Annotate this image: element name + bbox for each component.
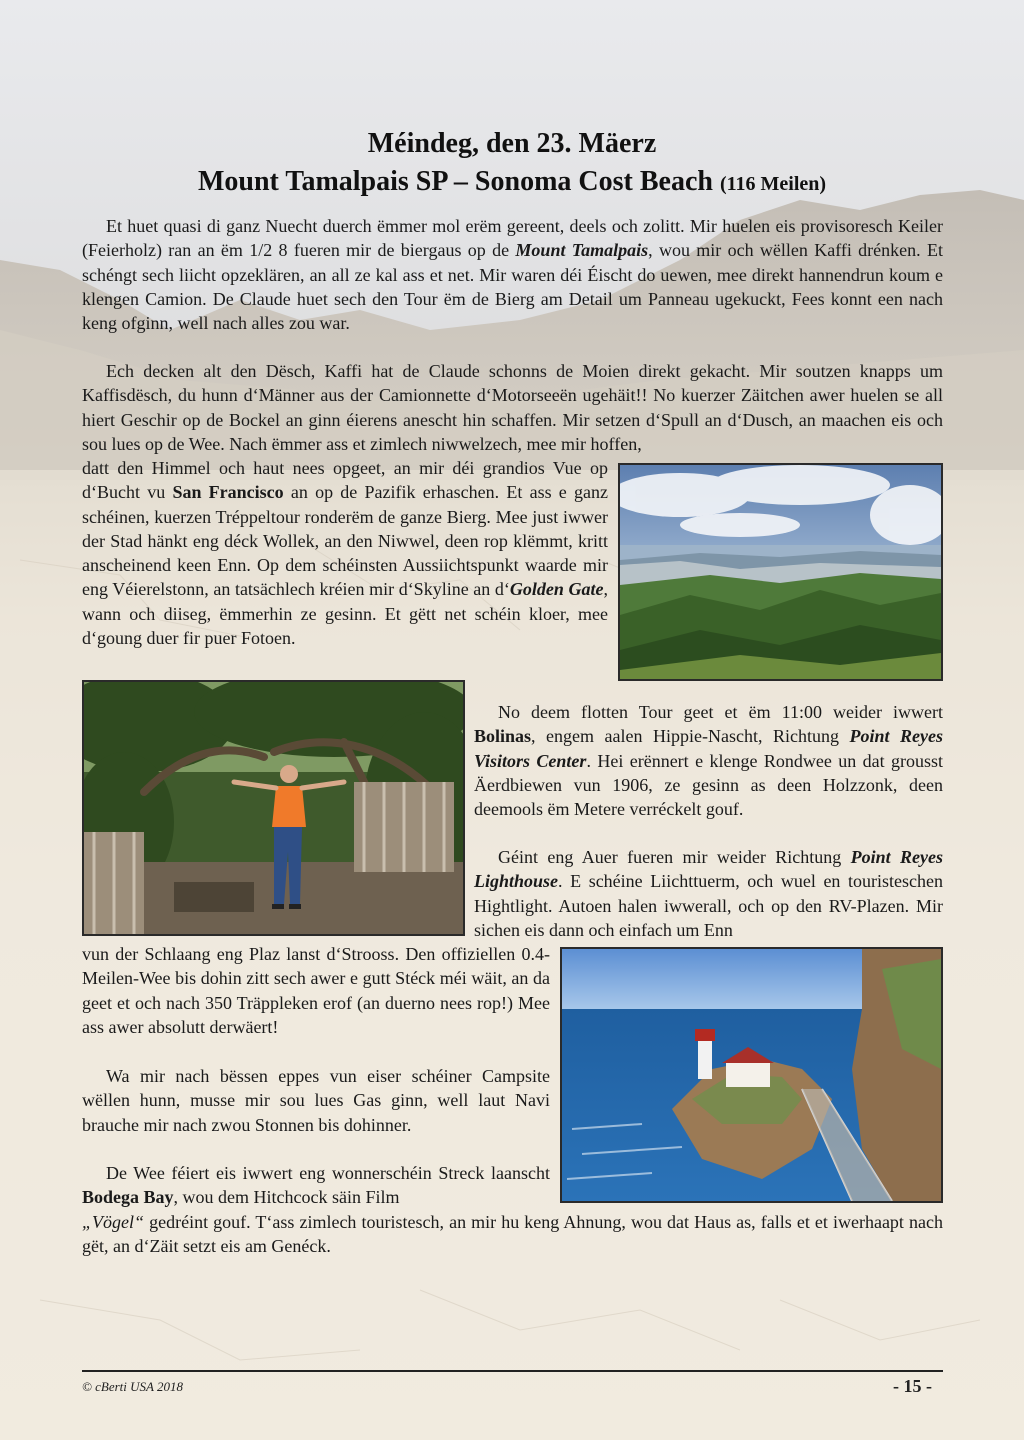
photo-bay-view [618,463,943,681]
page-number: - 15 - [893,1376,932,1396]
bay-view-image [620,465,941,679]
paragraph-6-cont: „Vögel“ gedréint gouf. T‘ass zimlech touristesch, an mir hu keng Ahnung, wou dat Haus as, falls et et iwerhaapt nach gët, an d‘Zäit setzt eis am Genéck. [82,1212,943,1257]
paragraph-5: Wa mir nach bëssen eppes vun eiser schéiner Campsite wëllen hunn, musse mir sou lues Gas ginn, well laut Navi brauche mir nach zwou Stonnen bis dohinner. [82,1066,550,1135]
paragraph-4: Géint eng Auer fueren mir weider Richtung Point Reyes Lighthouse. E schéine Liichttuerm, och wuel en touristeschen Hightlight. Autoen halen iwwerall, och op den RV-Plazen. Mir sichen eis dann och einfach um Enn [474,847,943,940]
route-distance: (116 Meilen) [719,173,827,195]
lighthouse-image [562,949,941,1201]
route-name: Mount Tamalpais SP – Sonoma Cost Beach [197,166,713,197]
footer-copyright: © cBerti USA 2018 [82,1379,183,1394]
page-title: Méindeg, den 23. Mäerz [367,128,657,159]
paragraph-3: No deem flotten Tour geet et ëm 11:00 weider iwwert Bolinas, engem aalen Hippie-Nascht, Richtung Point Reyes Visitors Center. Hei erënnert e klenge Rondwee un dat grousst Äerdbiewen vun 1906, ze gesinn as deen Holzzonk, deen deemools ëm Metere verréckelt gouf. [474,702,943,820]
paragraph-1: Et huet quasi di ganz Nuecht duerch ëmmer mol erëm gereent, deels och zolitt. Mir huelen eis provisoresch Keiler (Feierholz) ran an ëm 1/2 8 fueren mir de biergaus op de Mount Tamalpais, wou mir och wëllen Kaffi drénken. Et schéngt sech liicht opzeklären, an all ze kal ass et net. Mir waren déi Éischt do uewen, mee direkt hannendrun koum e klengen Camion. De Claude huet sech den Tour ëm de Bierg am Detail um Panneau ugekuckt, Fees konnt een nach keng ofginn, well nach alles zou war. [82,216,943,334]
footer-divider [82,1370,943,1372]
photo-man-under-tree [82,680,465,936]
paragraph-4-cont: vun der Schlaang eng Plaz lanst d‘Strooss. Den offiziellen 0.4-Meilen-Wee bis dohin zitt sech awer e gutt Stéck méi wäit, an da geet et och nach 350 Träppleken erof (an duerno nees rop!) Mee ass awer absolutt derwäert! [82,944,550,1037]
photo-lighthouse [560,947,943,1203]
paragraph-6: De Wee féiert eis iwwert eng wonnerschéin Streck laanscht Bodega Bay, wou dem Hitchcock säin Film [82,1163,550,1208]
man-under-tree-image [84,682,463,934]
paragraph-2: Ech decken alt den Dësch, Kaffi hat de Claude schonns de Moien direkt gekacht. Mir soutzen knapps um Kaffisdësch, du hunn d‘Männer aus der Camionnette d‘Motorseeën ugehäit!! No kuerzer Zäitchen awer huelen se all hiert Geschir op de Bockel an ginn éierens anescht hin schaffen. Mir setzen d‘Spull an d‘Dusch, an maachen eis och sou lues op de Wee. Nach ëmmer ass et zimlech niwwelzech, mee mir hoffen, [82,361,943,454]
route-title [0,166,1024,198]
paragraph-2-cont: datt den Himmel och haut nees opgeet, an mir déi grandios Vue op d‘Bucht vu San Francisco an op de Pazifik erhaschen. Et ass e ganz schéinen, kuerzen Tréppeltour ronderëm de ganze Bierg. Mee just iwwer der Stad hänkt eng déck Wollek, an den Niwwel, deen rop klëmmt, kritt anscheinend keen Enn. Op dem schéinsten Aussiichtspunkt waarde mir eng Véierelstonn, an tatsächlech kréien mir d‘Skyline an d‘Golden Gate, wann och diiseg, ëmmerhin ze gesinn. Et gëtt net schéin kloer, mee d‘goung duer fir puer Fotoen. [82,458,608,649]
